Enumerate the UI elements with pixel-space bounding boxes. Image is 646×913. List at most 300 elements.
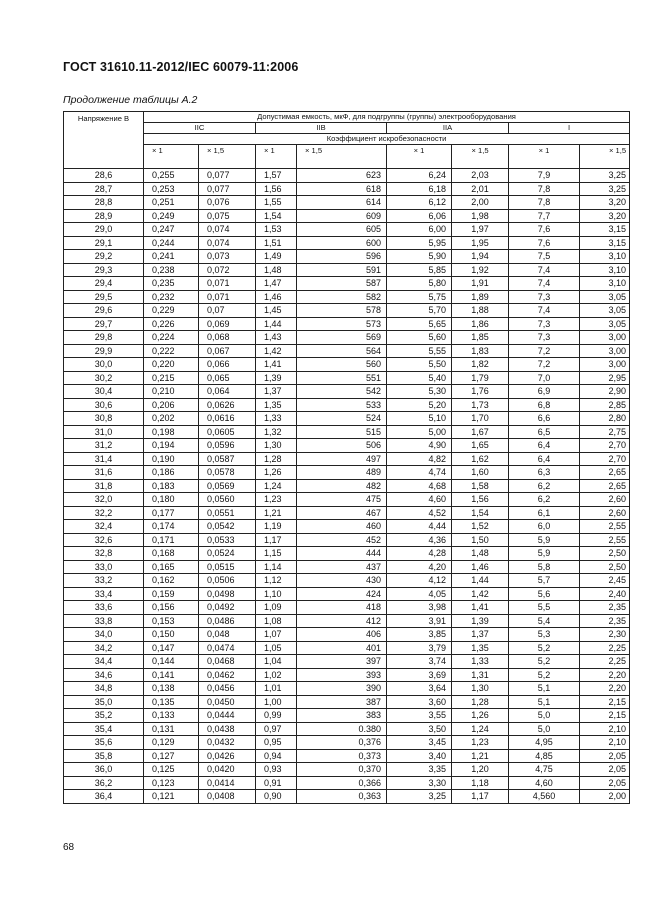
cell-i-x1-5: 2,50 bbox=[580, 547, 630, 561]
cell-iia-x1: 3,60 bbox=[387, 695, 452, 709]
cell-iib-x1: 1,10 bbox=[256, 587, 297, 601]
cell-iib-x1: 1,42 bbox=[256, 344, 297, 358]
cell-iia-x1: 3,55 bbox=[387, 709, 452, 723]
table-row bbox=[64, 223, 630, 237]
table-row bbox=[64, 317, 630, 331]
cell-voltage: 32,6 bbox=[64, 533, 144, 547]
cell-iia-x1: 6,18 bbox=[387, 182, 452, 196]
cell-i-x1-5: 3,25 bbox=[580, 169, 630, 183]
cell-iia-x1-5: 1,73 bbox=[452, 398, 509, 412]
cell-iia-x1: 5,60 bbox=[387, 331, 452, 345]
safety-factor-header: Коэффициент искробезопасности bbox=[144, 134, 630, 145]
cell-voltage: 29,7 bbox=[64, 317, 144, 331]
cell-iic-x1: 0,238 bbox=[144, 263, 199, 277]
cell-iic-x1-5: 0,066 bbox=[199, 358, 256, 372]
cell-voltage: 29,5 bbox=[64, 290, 144, 304]
cell-i-x1: 7,3 bbox=[509, 317, 580, 331]
cell-iia-x1: 6,06 bbox=[387, 209, 452, 223]
cell-iib-x1-5: 387 bbox=[297, 695, 387, 709]
cell-iic-x1-5: 0,0444 bbox=[199, 709, 256, 723]
cell-i-x1-5: 2,55 bbox=[580, 533, 630, 547]
cell-i-x1-5: 2,05 bbox=[580, 749, 630, 763]
cell-iib-x1-5: 0,376 bbox=[297, 736, 387, 750]
cell-i-x1: 5,8 bbox=[509, 560, 580, 574]
cell-i-x1: 5,7 bbox=[509, 574, 580, 588]
cell-voltage: 33,4 bbox=[64, 587, 144, 601]
cell-iia-x1-5: 1,88 bbox=[452, 304, 509, 318]
multiplier-header: × 1 bbox=[256, 145, 297, 169]
cell-i-x1: 6,8 bbox=[509, 398, 580, 412]
cell-iib-x1-5: 401 bbox=[297, 641, 387, 655]
cell-iic-x1-5: 0,07 bbox=[199, 304, 256, 318]
cell-iic-x1: 0,177 bbox=[144, 506, 199, 520]
table-row bbox=[64, 452, 630, 466]
cell-iic-x1-5: 0,0605 bbox=[199, 425, 256, 439]
cell-i-x1-5: 2,25 bbox=[580, 641, 630, 655]
cell-iib-x1-5: 0,366 bbox=[297, 776, 387, 790]
table-row bbox=[64, 250, 630, 264]
table-row bbox=[64, 628, 630, 642]
group-header-iic: IIC bbox=[144, 123, 256, 134]
cell-iib-x1: 0,99 bbox=[256, 709, 297, 723]
multiplier-header: × 1,5 bbox=[199, 145, 256, 169]
cell-i-x1: 6,4 bbox=[509, 439, 580, 453]
cell-iic-x1: 0,125 bbox=[144, 763, 199, 777]
cell-voltage: 30,4 bbox=[64, 385, 144, 399]
cell-iic-x1: 0,226 bbox=[144, 317, 199, 331]
cell-voltage: 31,2 bbox=[64, 439, 144, 453]
cell-iia-x1: 5,65 bbox=[387, 317, 452, 331]
cell-iia-x1-5: 1,46 bbox=[452, 560, 509, 574]
cell-iib-x1: 0,97 bbox=[256, 722, 297, 736]
cell-i-x1-5: 2,15 bbox=[580, 709, 630, 723]
cell-i-x1: 6,2 bbox=[509, 479, 580, 493]
cell-iic-x1-5: 0,0474 bbox=[199, 641, 256, 655]
cell-iib-x1-5: 533 bbox=[297, 398, 387, 412]
cell-iib-x1: 1,35 bbox=[256, 398, 297, 412]
table-row bbox=[64, 371, 630, 385]
cell-iib-x1-5: 551 bbox=[297, 371, 387, 385]
cell-iia-x1-5: 1,33 bbox=[452, 655, 509, 669]
cell-i-x1: 7,5 bbox=[509, 250, 580, 264]
cell-i-x1: 6,5 bbox=[509, 425, 580, 439]
cell-iib-x1: 1,12 bbox=[256, 574, 297, 588]
cell-i-x1: 6,2 bbox=[509, 493, 580, 507]
cell-iia-x1: 3,85 bbox=[387, 628, 452, 642]
cell-iia-x1: 5,30 bbox=[387, 385, 452, 399]
cell-iib-x1-5: 515 bbox=[297, 425, 387, 439]
cell-i-x1-5: 3,00 bbox=[580, 344, 630, 358]
cell-iic-x1: 0,171 bbox=[144, 533, 199, 547]
table-row bbox=[64, 749, 630, 763]
cell-iia-x1-5: 1,37 bbox=[452, 628, 509, 642]
cell-iib-x1-5: 542 bbox=[297, 385, 387, 399]
cell-voltage: 34,2 bbox=[64, 641, 144, 655]
cell-iia-x1: 4,12 bbox=[387, 574, 452, 588]
cell-iib-x1: 0,93 bbox=[256, 763, 297, 777]
cell-iib-x1-5: 412 bbox=[297, 614, 387, 628]
table-row bbox=[64, 493, 630, 507]
cell-iia-x1: 6,12 bbox=[387, 196, 452, 210]
table-row bbox=[64, 763, 630, 777]
cell-iic-x1: 0,222 bbox=[144, 344, 199, 358]
cell-i-x1: 6,1 bbox=[509, 506, 580, 520]
table-row bbox=[64, 331, 630, 345]
cell-voltage: 31,0 bbox=[64, 425, 144, 439]
cell-voltage: 28,8 bbox=[64, 196, 144, 210]
cell-i-x1-5: 2,65 bbox=[580, 466, 630, 480]
cell-i-x1-5: 3,25 bbox=[580, 182, 630, 196]
cell-iib-x1: 1,00 bbox=[256, 695, 297, 709]
cell-iib-x1-5: 0,363 bbox=[297, 790, 387, 804]
cell-iia-x1: 5,95 bbox=[387, 236, 452, 250]
cell-i-x1-5: 3,10 bbox=[580, 263, 630, 277]
cell-iib-x1: 1,04 bbox=[256, 655, 297, 669]
cell-iib-x1: 1,51 bbox=[256, 236, 297, 250]
cell-iia-x1-5: 1,42 bbox=[452, 587, 509, 601]
group-header-iia: IIA bbox=[387, 123, 509, 134]
cell-iib-x1-5: 569 bbox=[297, 331, 387, 345]
cell-iic-x1-5: 0,0492 bbox=[199, 601, 256, 615]
cell-iib-x1-5: 460 bbox=[297, 520, 387, 534]
cell-iib-x1: 1,09 bbox=[256, 601, 297, 615]
cell-iic-x1-5: 0,077 bbox=[199, 182, 256, 196]
table-row bbox=[64, 236, 630, 250]
cell-iib-x1: 1,54 bbox=[256, 209, 297, 223]
cell-iib-x1: 1,55 bbox=[256, 196, 297, 210]
cell-iia-x1-5: 1,98 bbox=[452, 209, 509, 223]
cell-iic-x1: 0,183 bbox=[144, 479, 199, 493]
cell-iib-x1-5: 482 bbox=[297, 479, 387, 493]
cell-i-x1-5: 2,85 bbox=[580, 398, 630, 412]
cell-iia-x1: 4,36 bbox=[387, 533, 452, 547]
cell-i-x1-5: 2,20 bbox=[580, 682, 630, 696]
cell-iib-x1: 1,05 bbox=[256, 641, 297, 655]
table-row bbox=[64, 263, 630, 277]
cell-voltage: 28,9 bbox=[64, 209, 144, 223]
cell-voltage: 34,4 bbox=[64, 655, 144, 669]
cell-iib-x1: 0,91 bbox=[256, 776, 297, 790]
cell-iib-x1-5: 618 bbox=[297, 182, 387, 196]
cell-voltage: 36,2 bbox=[64, 776, 144, 790]
cell-iia-x1: 3,79 bbox=[387, 641, 452, 655]
cell-iib-x1: 1,33 bbox=[256, 412, 297, 426]
cell-iia-x1: 5,75 bbox=[387, 290, 452, 304]
cell-iia-x1-5: 1,17 bbox=[452, 790, 509, 804]
table-row bbox=[64, 547, 630, 561]
cell-i-x1: 5,0 bbox=[509, 709, 580, 723]
cell-iic-x1-5: 0,0486 bbox=[199, 614, 256, 628]
cell-iic-x1: 0,131 bbox=[144, 722, 199, 736]
table-continuation-caption: Продолжение таблицы А.2 bbox=[63, 94, 198, 106]
cell-iia-x1: 3,91 bbox=[387, 614, 452, 628]
cell-iia-x1: 6,00 bbox=[387, 223, 452, 237]
cell-iib-x1-5: 609 bbox=[297, 209, 387, 223]
cell-iib-x1: 1,21 bbox=[256, 506, 297, 520]
cell-iic-x1-5: 0,067 bbox=[199, 344, 256, 358]
cell-voltage: 29,9 bbox=[64, 344, 144, 358]
cell-voltage: 33,2 bbox=[64, 574, 144, 588]
cell-iib-x1-5: 573 bbox=[297, 317, 387, 331]
cell-iic-x1-5: 0,0569 bbox=[199, 479, 256, 493]
cell-iic-x1: 0,215 bbox=[144, 371, 199, 385]
cell-iib-x1-5: 424 bbox=[297, 587, 387, 601]
cell-iic-x1: 0,206 bbox=[144, 398, 199, 412]
cell-i-x1-5: 2,05 bbox=[580, 763, 630, 777]
cell-iia-x1-5: 1,20 bbox=[452, 763, 509, 777]
cell-voltage: 33,0 bbox=[64, 560, 144, 574]
table-row bbox=[64, 439, 630, 453]
cell-iic-x1: 0,165 bbox=[144, 560, 199, 574]
cell-iib-x1: 1,17 bbox=[256, 533, 297, 547]
cell-iia-x1-5: 1,39 bbox=[452, 614, 509, 628]
table-body bbox=[64, 169, 630, 804]
cell-iia-x1-5: 1,97 bbox=[452, 223, 509, 237]
cell-voltage: 31,8 bbox=[64, 479, 144, 493]
cell-iic-x1: 0,247 bbox=[144, 223, 199, 237]
cell-i-x1-5: 3,15 bbox=[580, 223, 630, 237]
cell-iib-x1-5: 605 bbox=[297, 223, 387, 237]
cell-iic-x1: 0,180 bbox=[144, 493, 199, 507]
cell-i-x1: 7,8 bbox=[509, 196, 580, 210]
cell-iic-x1-5: 0,068 bbox=[199, 331, 256, 345]
cell-iia-x1-5: 1,67 bbox=[452, 425, 509, 439]
cell-iib-x1: 1,57 bbox=[256, 169, 297, 183]
cell-iia-x1-5: 1,21 bbox=[452, 749, 509, 763]
cell-iic-x1: 0,186 bbox=[144, 466, 199, 480]
cell-iic-x1-5: 0,074 bbox=[199, 223, 256, 237]
cell-iic-x1-5: 0,0498 bbox=[199, 587, 256, 601]
cell-iia-x1: 3,30 bbox=[387, 776, 452, 790]
cell-i-x1-5: 2,00 bbox=[580, 790, 630, 804]
cell-iib-x1: 1,01 bbox=[256, 682, 297, 696]
cell-iia-x1-5: 1,52 bbox=[452, 520, 509, 534]
cell-iib-x1-5: 390 bbox=[297, 682, 387, 696]
cell-iib-x1-5: 475 bbox=[297, 493, 387, 507]
cell-iic-x1-5: 0,071 bbox=[199, 290, 256, 304]
table-row bbox=[64, 290, 630, 304]
cell-i-x1: 4,95 bbox=[509, 736, 580, 750]
cell-i-x1: 5,4 bbox=[509, 614, 580, 628]
cell-iib-x1: 1,26 bbox=[256, 466, 297, 480]
cell-iia-x1: 4,44 bbox=[387, 520, 452, 534]
cell-iib-x1-5: 587 bbox=[297, 277, 387, 291]
cell-i-x1-5: 2,80 bbox=[580, 412, 630, 426]
cell-iib-x1: 1,39 bbox=[256, 371, 297, 385]
cell-iib-x1-5: 524 bbox=[297, 412, 387, 426]
cell-iic-x1-5: 0,0462 bbox=[199, 668, 256, 682]
cell-i-x1: 5,6 bbox=[509, 587, 580, 601]
cell-voltage: 36,4 bbox=[64, 790, 144, 804]
cell-iia-x1-5: 1,65 bbox=[452, 439, 509, 453]
multiplier-header: × 1,5 bbox=[452, 145, 509, 169]
cell-iib-x1-5: 393 bbox=[297, 668, 387, 682]
cell-i-x1-5: 2,10 bbox=[580, 736, 630, 750]
cell-iib-x1: 1,37 bbox=[256, 385, 297, 399]
table-row bbox=[64, 587, 630, 601]
multiplier-header: × 1,5 bbox=[580, 145, 630, 169]
cell-iia-x1: 4,90 bbox=[387, 439, 452, 453]
cell-iic-x1-5: 0,0542 bbox=[199, 520, 256, 534]
table-row bbox=[64, 344, 630, 358]
cell-iia-x1: 3,98 bbox=[387, 601, 452, 615]
cell-i-x1-5: 2,45 bbox=[580, 574, 630, 588]
cell-voltage: 28,6 bbox=[64, 169, 144, 183]
cell-iia-x1: 5,80 bbox=[387, 277, 452, 291]
cell-iib-x1: 1,49 bbox=[256, 250, 297, 264]
table-row bbox=[64, 709, 630, 723]
cell-voltage: 32,2 bbox=[64, 506, 144, 520]
cell-iia-x1: 3,74 bbox=[387, 655, 452, 669]
cell-iib-x1: 1,24 bbox=[256, 479, 297, 493]
cell-iic-x1: 0,210 bbox=[144, 385, 199, 399]
cell-iib-x1-5: 0,370 bbox=[297, 763, 387, 777]
cell-iib-x1-5: 0,373 bbox=[297, 749, 387, 763]
cell-voltage: 30,0 bbox=[64, 358, 144, 372]
cell-iib-x1-5: 596 bbox=[297, 250, 387, 264]
capacitance-header: Допустимая емкость, мкФ, для подгруппы (группы) электрооборудования bbox=[144, 112, 630, 123]
cell-voltage: 34,6 bbox=[64, 668, 144, 682]
cell-i-x1: 7,4 bbox=[509, 263, 580, 277]
cell-voltage: 29,0 bbox=[64, 223, 144, 237]
table-row bbox=[64, 790, 630, 804]
cell-iia-x1: 5,85 bbox=[387, 263, 452, 277]
cell-iic-x1-5: 0,0420 bbox=[199, 763, 256, 777]
cell-i-x1: 7,4 bbox=[509, 304, 580, 318]
cell-iib-x1: 1,07 bbox=[256, 628, 297, 642]
cell-iic-x1: 0,129 bbox=[144, 736, 199, 750]
cell-i-x1: 7,9 bbox=[509, 169, 580, 183]
cell-iia-x1: 3,50 bbox=[387, 722, 452, 736]
cell-iic-x1-5: 0,065 bbox=[199, 371, 256, 385]
cell-i-x1: 7,3 bbox=[509, 290, 580, 304]
cell-i-x1: 5,2 bbox=[509, 668, 580, 682]
table-row bbox=[64, 641, 630, 655]
cell-i-x1-5: 2,75 bbox=[580, 425, 630, 439]
cell-iib-x1: 1,14 bbox=[256, 560, 297, 574]
table-row bbox=[64, 722, 630, 736]
cell-iia-x1-5: 2,00 bbox=[452, 196, 509, 210]
cell-voltage: 35,2 bbox=[64, 709, 144, 723]
cell-iib-x1-5: 560 bbox=[297, 358, 387, 372]
cell-iic-x1: 0,220 bbox=[144, 358, 199, 372]
cell-i-x1-5: 3,05 bbox=[580, 304, 630, 318]
cell-voltage: 32,8 bbox=[64, 547, 144, 561]
cell-i-x1: 5,1 bbox=[509, 695, 580, 709]
cell-voltage: 30,8 bbox=[64, 412, 144, 426]
cell-iic-x1: 0,168 bbox=[144, 547, 199, 561]
cell-iib-x1-5: 430 bbox=[297, 574, 387, 588]
cell-iic-x1-5: 0,0626 bbox=[199, 398, 256, 412]
cell-iia-x1-5: 1,76 bbox=[452, 385, 509, 399]
cell-i-x1: 5,2 bbox=[509, 655, 580, 669]
cell-iia-x1: 4,05 bbox=[387, 587, 452, 601]
cell-iia-x1: 4,28 bbox=[387, 547, 452, 561]
cell-iic-x1: 0,141 bbox=[144, 668, 199, 682]
cell-voltage: 29,4 bbox=[64, 277, 144, 291]
cell-i-x1: 6,3 bbox=[509, 466, 580, 480]
cell-iib-x1-5: 497 bbox=[297, 452, 387, 466]
cell-iic-x1-5: 0,064 bbox=[199, 385, 256, 399]
cell-iic-x1-5: 0,048 bbox=[199, 628, 256, 642]
cell-i-x1: 6,9 bbox=[509, 385, 580, 399]
multiplier-header: × 1 bbox=[509, 145, 580, 169]
cell-iib-x1-5: 506 bbox=[297, 439, 387, 453]
cell-iic-x1: 0,153 bbox=[144, 614, 199, 628]
cell-iia-x1-5: 1,28 bbox=[452, 695, 509, 709]
cell-iia-x1-5: 1,58 bbox=[452, 479, 509, 493]
cell-iib-x1: 1,56 bbox=[256, 182, 297, 196]
table-row bbox=[64, 466, 630, 480]
cell-iia-x1: 4,74 bbox=[387, 466, 452, 480]
cell-iia-x1-5: 1,50 bbox=[452, 533, 509, 547]
cell-iia-x1: 4,60 bbox=[387, 493, 452, 507]
cell-iic-x1: 0,251 bbox=[144, 196, 199, 210]
cell-iic-x1-5: 0,0578 bbox=[199, 466, 256, 480]
cell-iib-x1-5: 467 bbox=[297, 506, 387, 520]
cell-iia-x1-5: 1,82 bbox=[452, 358, 509, 372]
table-row bbox=[64, 614, 630, 628]
cell-i-x1: 5,3 bbox=[509, 628, 580, 642]
cell-i-x1-5: 2,70 bbox=[580, 439, 630, 453]
cell-iia-x1: 3,64 bbox=[387, 682, 452, 696]
cell-voltage: 34,8 bbox=[64, 682, 144, 696]
cell-i-x1: 7,2 bbox=[509, 344, 580, 358]
cell-iic-x1-5: 0,0414 bbox=[199, 776, 256, 790]
cell-i-x1-5: 3,20 bbox=[580, 196, 630, 210]
cell-iic-x1-5: 0,0426 bbox=[199, 749, 256, 763]
cell-i-x1-5: 2,35 bbox=[580, 601, 630, 615]
table-row bbox=[64, 398, 630, 412]
cell-iia-x1: 3,45 bbox=[387, 736, 452, 750]
cell-iic-x1: 0,244 bbox=[144, 236, 199, 250]
cell-iic-x1-5: 0,0533 bbox=[199, 533, 256, 547]
cell-i-x1-5: 2,95 bbox=[580, 371, 630, 385]
cell-i-x1-5: 2,65 bbox=[580, 479, 630, 493]
cell-iia-x1-5: 2,01 bbox=[452, 182, 509, 196]
table-row bbox=[64, 776, 630, 790]
cell-iic-x1: 0,232 bbox=[144, 290, 199, 304]
cell-iic-x1: 0,156 bbox=[144, 601, 199, 615]
cell-voltage: 33,8 bbox=[64, 614, 144, 628]
cell-iib-x1-5: 489 bbox=[297, 466, 387, 480]
cell-i-x1-5: 3,20 bbox=[580, 209, 630, 223]
cell-i-x1: 7,7 bbox=[509, 209, 580, 223]
cell-i-x1: 7,8 bbox=[509, 182, 580, 196]
cell-iic-x1-5: 0,0450 bbox=[199, 695, 256, 709]
cell-iic-x1: 0,224 bbox=[144, 331, 199, 345]
cell-iic-x1-5: 0,0515 bbox=[199, 560, 256, 574]
table-row bbox=[64, 169, 630, 183]
cell-iib-x1-5: 0.380 bbox=[297, 722, 387, 736]
cell-i-x1-5: 3,15 bbox=[580, 236, 630, 250]
table-row bbox=[64, 601, 630, 615]
cell-iia-x1: 3,35 bbox=[387, 763, 452, 777]
table-row bbox=[64, 682, 630, 696]
cell-i-x1: 5,9 bbox=[509, 533, 580, 547]
cell-voltage: 29,1 bbox=[64, 236, 144, 250]
cell-iic-x1-5: 0,071 bbox=[199, 277, 256, 291]
cell-iic-x1-5: 0,0616 bbox=[199, 412, 256, 426]
cell-iia-x1-5: 1,23 bbox=[452, 736, 509, 750]
cell-iic-x1: 0,121 bbox=[144, 790, 199, 804]
cell-iia-x1-5: 1,31 bbox=[452, 668, 509, 682]
cell-i-x1-5: 3,05 bbox=[580, 317, 630, 331]
table-row bbox=[64, 425, 630, 439]
cell-iic-x1: 0,202 bbox=[144, 412, 199, 426]
table-row bbox=[64, 520, 630, 534]
cell-iib-x1: 1,28 bbox=[256, 452, 297, 466]
